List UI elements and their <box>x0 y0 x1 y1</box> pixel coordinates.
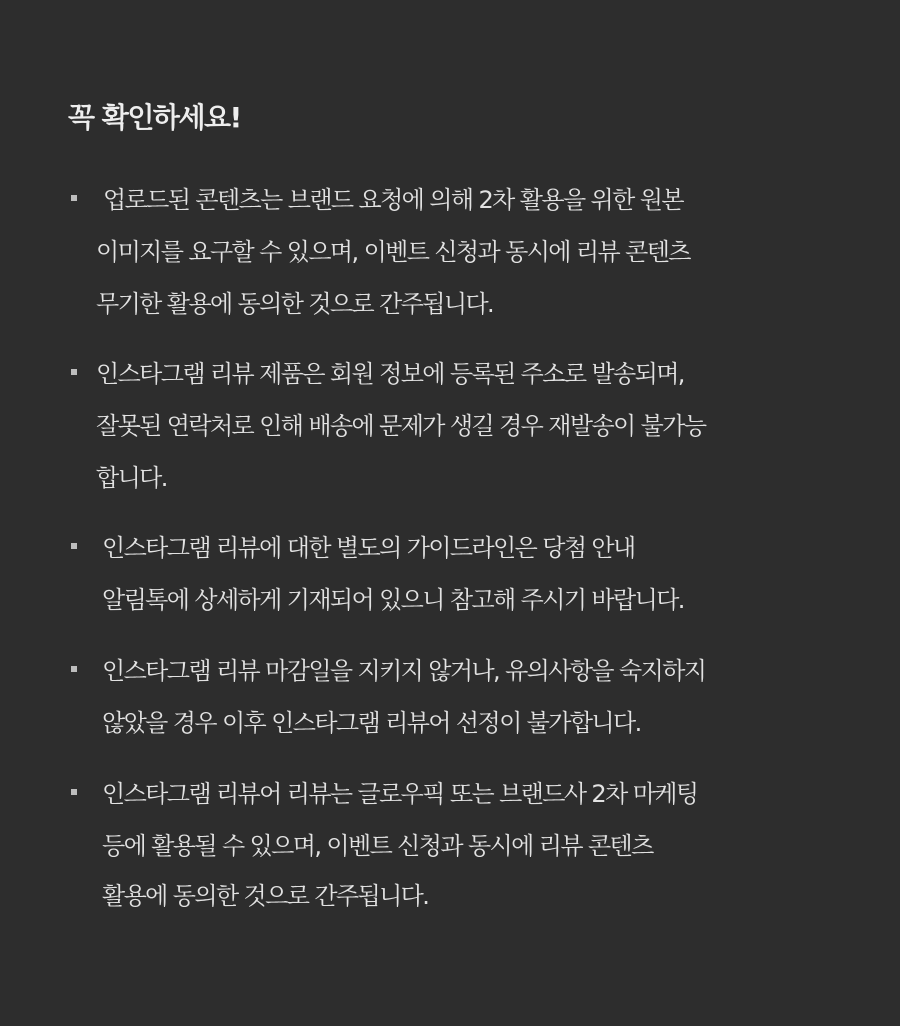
notice-item-line: 업로드된 콘텐츠는 브랜드 요청에 의해 2차 활용을 위한 원본 <box>103 186 683 214</box>
bullet-square-icon <box>71 195 77 201</box>
notice-item-line: 합니다. <box>96 464 167 492</box>
notice-item-line: 잘못된 연락처로 인해 배송에 문제가 생길 경우 재발송이 불가능 <box>96 412 706 440</box>
notice-item-line: 인스타그램 리뷰에 대한 별도의 가이드라인은 당첨 안내 <box>102 534 635 562</box>
notice-item-line: 활용에 동의한 것으로 간주됩니다. <box>102 882 429 910</box>
bullet-square-icon <box>71 369 77 375</box>
notice-item-line: 이미지를 요구할 수 있으며, 이벤트 신청과 동시에 리뷰 콘텐츠 <box>96 238 690 266</box>
notice-item-line: 알림톡에 상세하게 기재되어 있으니 참고해 주시기 바랍니다. <box>102 586 684 614</box>
notice-item-line: 인스타그램 리뷰어 리뷰는 글로우픽 또는 브랜드사 2차 마케팅 <box>102 780 698 808</box>
bullet-square-icon <box>71 789 77 795</box>
notice-item-line: 인스타그램 리뷰 제품은 회원 정보에 등록된 주소로 발송되며, <box>96 360 684 388</box>
notice-title: 꼭 확인하세요! <box>68 101 241 134</box>
notice-item-line: 않았을 경우 이후 인스타그램 리뷰어 선정이 불가합니다. <box>102 709 641 737</box>
bullet-square-icon <box>71 666 77 672</box>
bullet-square-icon <box>71 543 77 549</box>
notice-item-line: 등에 활용될 수 있으며, 이벤트 신청과 동시에 리뷰 콘텐츠 <box>102 832 653 860</box>
notice-item-line: 인스타그램 리뷰 마감일을 지키지 않거나, 유의사항을 숙지하지 <box>102 657 706 685</box>
notice-item-line: 무기한 활용에 동의한 것으로 간주됩니다. <box>96 290 494 318</box>
